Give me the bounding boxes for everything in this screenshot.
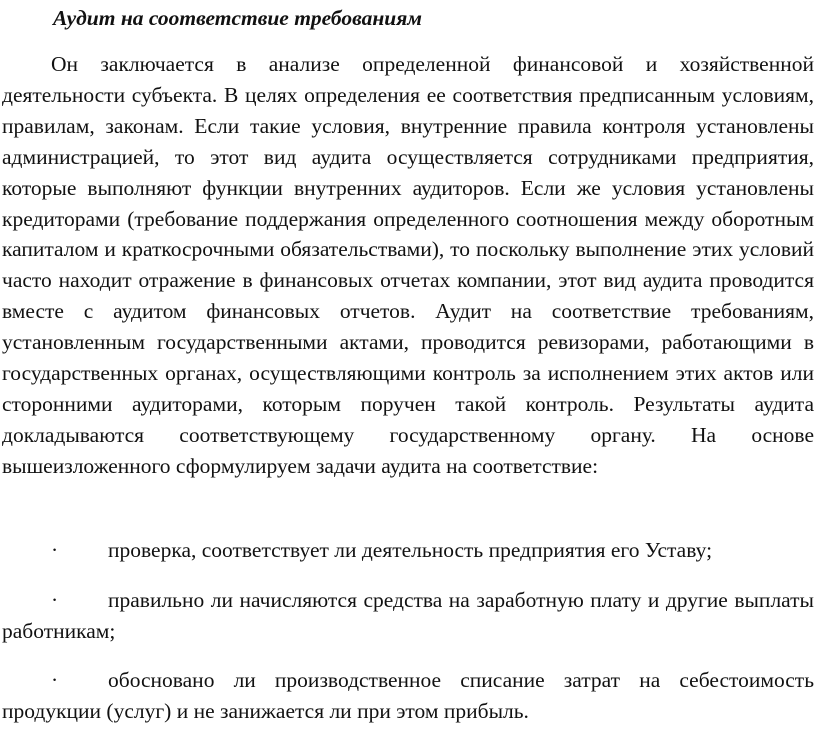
list-item-text: правильно ли начисляются средства на заработную плату и другие выплаты работникам; xyxy=(2,588,814,643)
list-item-text: проверка, соответствует ли деятельность предприятия его Уставу; xyxy=(108,538,713,562)
section-heading: Аудит на соответствие требованиям xyxy=(53,6,423,30)
body-paragraph: Он заключается в анализе определенной финансовой и хозяйственной деятельности субъекта. В целях определения ее соответствия предписанным условиям, правилам, законам. Если такие условия, внутренние правила контроля установлены администрацией, то этот вид аудита осуществляется сотрудниками предприятия, которые выполняют функции внутренних аудиторов. Если же условия установлены кредиторами (требование поддержания определенного соотношения между оборотным капиталом и краткосрочными обязательствами), то поскольку выполнение этих условий часто находит отражение в финансовых отчетах компании, этот вид аудита проводится вместе с аудитом финансовых отчетов. Аудит на соответствие требованиям, установленным государственными актами, проводится ревизорами, работающими в государственных органах, осуществляющими контроль за исполнением этих актов или сторонними аудиторами, которым поручен такой контроль. Результаты аудита докладываются соответствующему государственному органу. На основе вышеизложенного сформулируем задачи аудита на соответствие: xyxy=(2,52,814,478)
bullet-marker: · xyxy=(51,668,59,692)
list-item xyxy=(2,535,814,566)
list-item-text: обосновано ли производственное списание затрат на себестоимость продукции (услуг) и не занижается ли при этом прибыль. xyxy=(2,668,814,723)
bullet-marker: · xyxy=(51,538,59,562)
list-item xyxy=(2,585,814,647)
list-item xyxy=(2,665,814,727)
bullet-marker: · xyxy=(51,588,59,612)
